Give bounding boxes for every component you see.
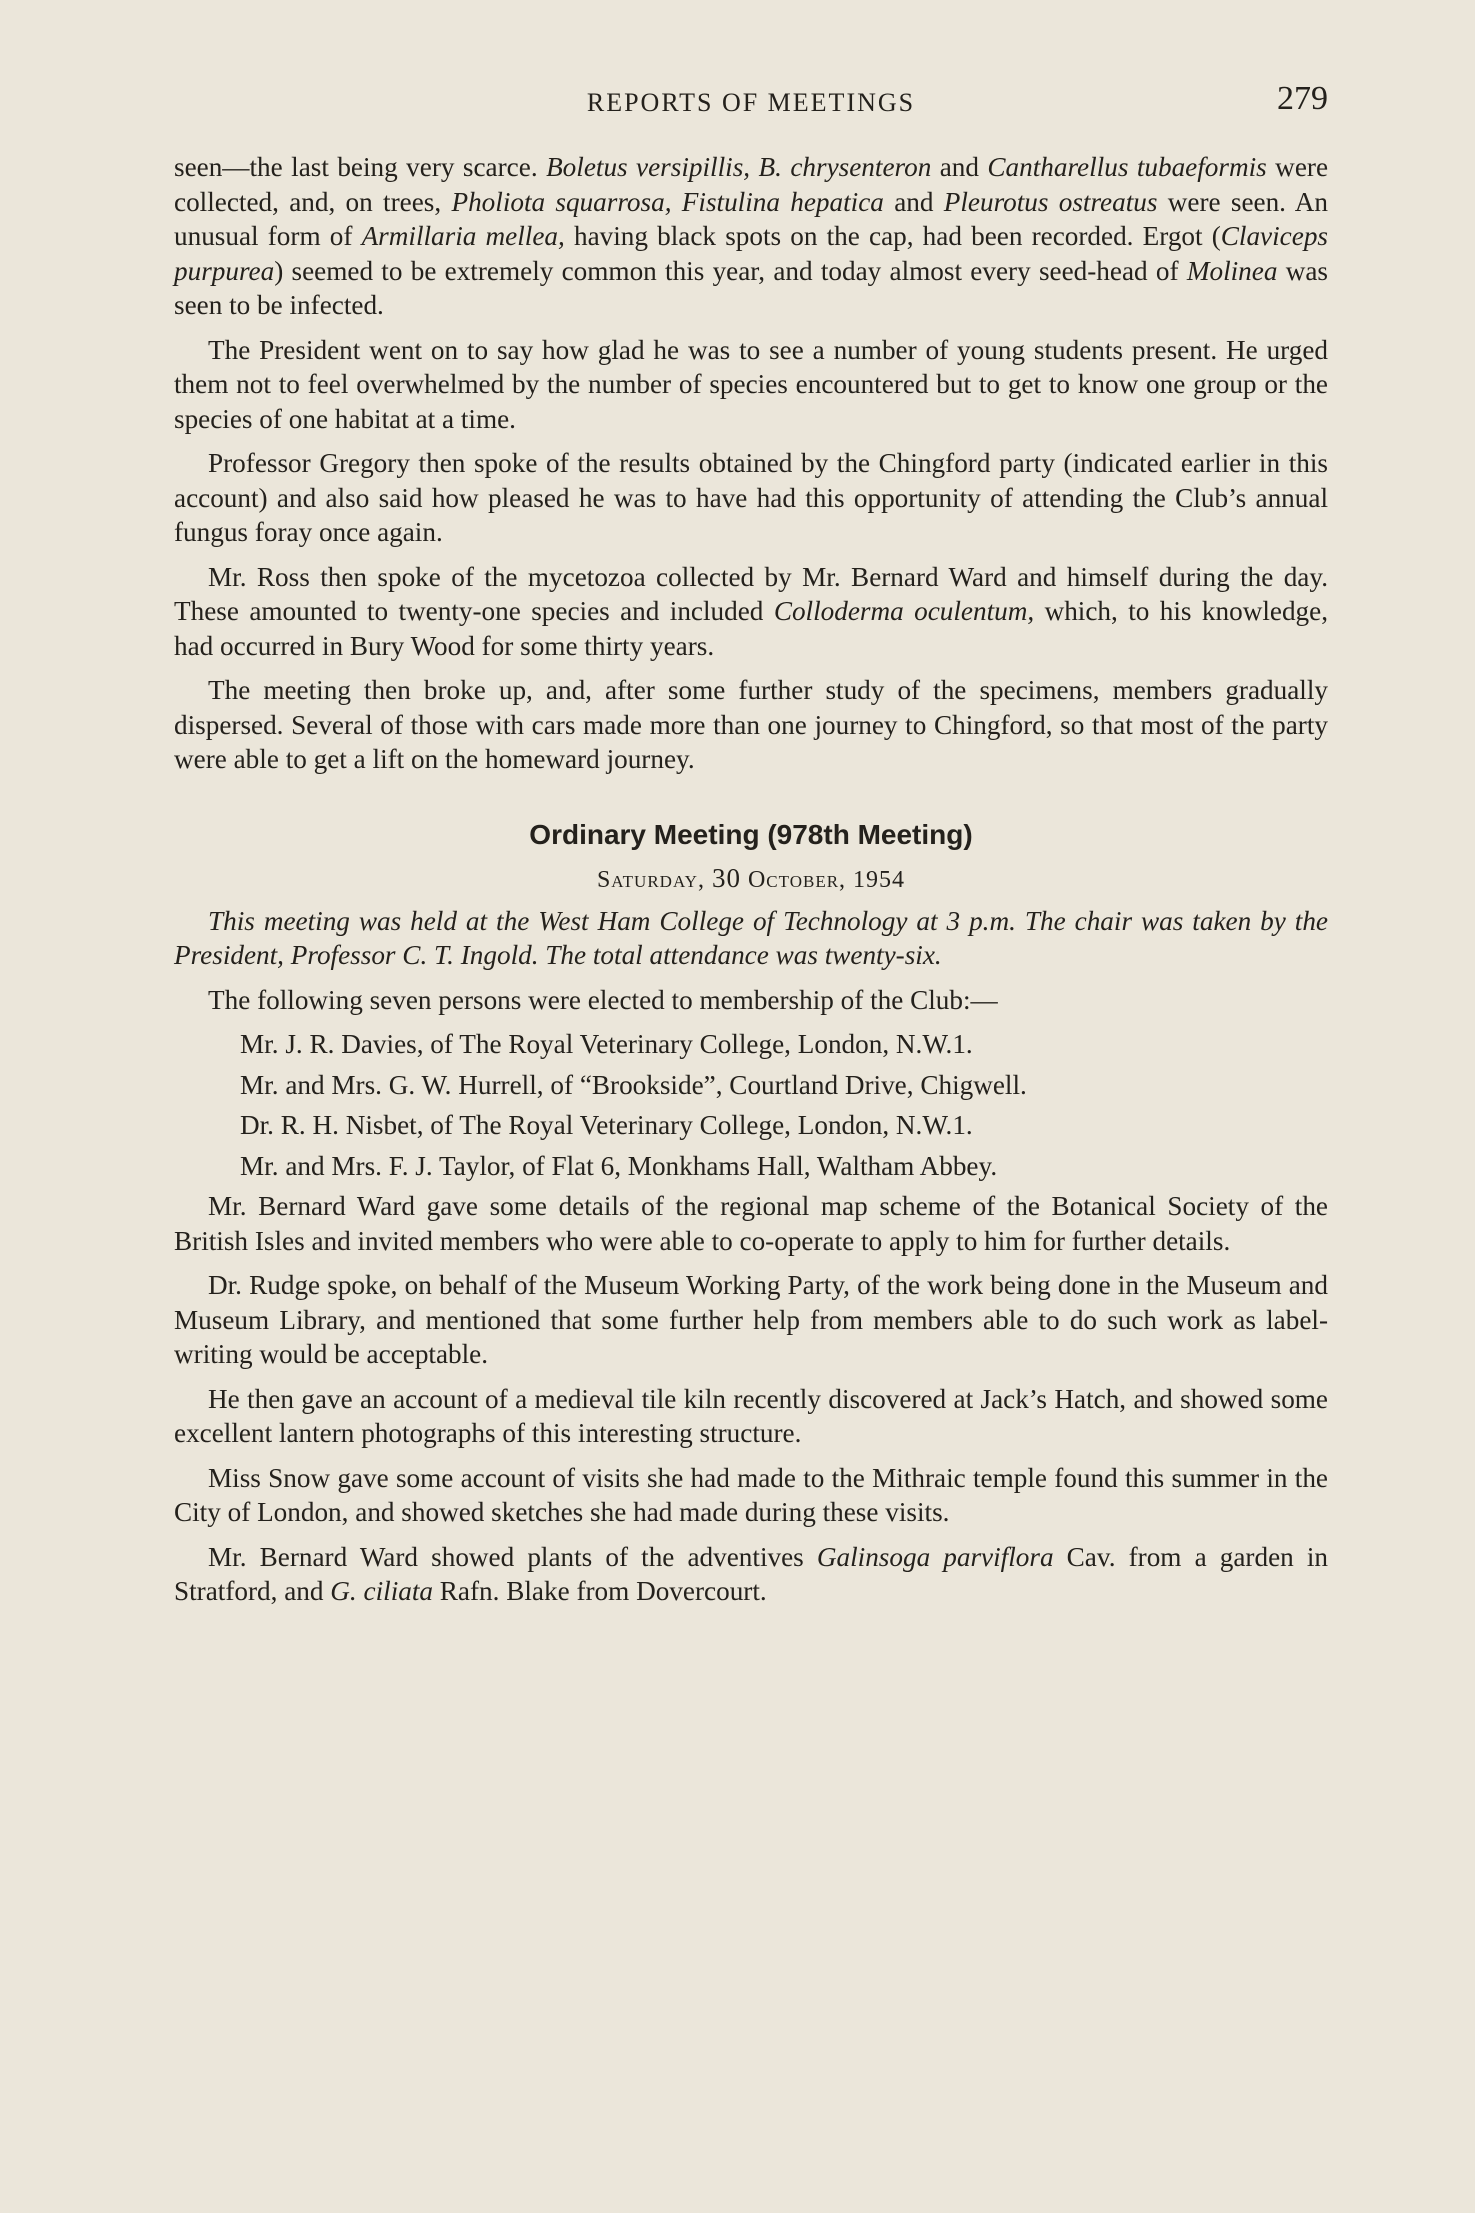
page-content (174, 80, 1328, 1619)
paragraph-mithraic-temple: Miss Snow gave some account of visits she had made to the Mithraic temple found this summer in the City of London, and showed sketches she had made during these visits. (174, 1462, 1328, 1527)
species-name: Colloderma oculentum, (773, 596, 1035, 626)
meeting-date-day: Saturday, (596, 866, 705, 893)
paragraph-museum-working-party: Dr. Rudge spoke, on behalf of the Museum Working Party, of the work being done in the Museum and Museum Library, and mentioned that some further help from members able to do such work as label-writing would be acceptable. (174, 1270, 1328, 1369)
paragraph-new-members-intro: The following seven persons were elected to membership of the Club:— (208, 984, 998, 1015)
new-member-entry: Mr. and Mrs. G. W. Hurrell, of “Brookside”, Courtland Drive, Chigwell. (240, 1069, 1027, 1100)
running-title: REPORTS OF MEETINGS (586, 88, 916, 117)
species-name: Galinsoga parviflora (816, 1541, 1054, 1572)
species-name: Claviceps purpurea (174, 221, 1328, 286)
section-heading: Ordinary Meeting (978th Meeting) (529, 818, 973, 850)
paragraph-gregory-remarks: Professor Gregory then spoke of the results obtained by the Chingford party (indicated earlier in this account) and also said how pleased he was to have had this opportunity of attending the Club’s annual fungus foray once again. (174, 448, 1328, 547)
paragraph-ross-mycetozoa: Mr. Ross then spoke of the mycetozoa collected by Mr. Bernard Ward and himself during the day. These amounted to twenty-one species and included Colloderma oculentum, which, to his knowledge, had occurred in Bury Wood for some thirty years. (174, 561, 1328, 661)
meeting-date-number: 30 (711, 862, 741, 893)
running-header (174, 80, 1328, 130)
species-name: G. ciliata (330, 1576, 433, 1606)
paragraph-fungi-list: seen—the last being very scarce. Boletus versipillis, B. chrysenteron and Cantharellus tubaeformis were collected, and, on trees, Pholiota squarrosa, Fistulina hepatica and Pleurotus ostreatus were seen. An unusual form of Armillaria mellea, having black spots on the cap, had been recorded. Ergot (Claviceps purpurea) seemed to be extremely common this year, and today almost every seed-head of Molinea was seen to be infected. (174, 152, 1329, 320)
species-name: Armillaria mellea, (361, 221, 565, 251)
meeting-date-month-year: October, 1954 (747, 866, 906, 893)
species-name: Cantharellus tubaeformis (987, 152, 1267, 182)
paragraph-map-scheme: Mr. Bernard Ward gave some details of the regional map scheme of the Botanical Society of the British Isles and invited members who were able to co-operate to apply to him for further details. (174, 1191, 1328, 1256)
new-member-entry: Mr. and Mrs. F. J. Taylor, of Flat 6, Monkhams Hall, Waltham Abbey. (240, 1150, 998, 1181)
species-name: Pleurotus ostreatus (943, 186, 1158, 217)
species-name: Boletus versipillis, B. chrysenteron (546, 152, 932, 182)
paragraph-adventive-plants: Mr. Bernard Ward showed plants of the adventives Galinsoga parviflora Cav. from a garden in Stratford, and G. ciliata Rafn. Blake from Dovercourt. (174, 1541, 1328, 1606)
species-name: Pholiota squarrosa, Fistulina hepatica (451, 186, 884, 217)
paragraph-tile-kiln: He then gave an account of a medieval tile kiln recently discovered at Jack’s Hatch, and showed some excellent lantern photographs of this interesting structure. (174, 1383, 1328, 1448)
page-number: 279 (1277, 80, 1328, 117)
meeting-date (174, 863, 1328, 894)
paragraph-meeting-venue: This meeting was held at the West Ham College of Technology at 3 p.m. The chair was taken by the President, Professor C. T. Ingold. The total attendance was twenty-six. (174, 905, 1328, 970)
new-member-entry: Mr. J. R. Davies, of The Royal Veterinary College, London, N.W.1. (240, 1029, 973, 1059)
new-member-entry: Dr. R. H. Nisbet, of The Royal Veterinary College, London, N.W.1. (240, 1110, 973, 1140)
paragraph-meeting-close: The meeting then broke up, and, after some further study of the specimens, members gradually dispersed. Several of those with cars made more than one journey to Chingford, so that most of the party were able to get a lift on the homeward journey. (174, 675, 1328, 774)
paragraph-president-remarks: The President went on to say how glad he was to see a number of young students present. He urged them not to feel overwhelmed by the number of species encountered but to get to know one group or the species of one habitat at a time. (174, 334, 1328, 434)
species-name: Molinea (1186, 255, 1278, 286)
